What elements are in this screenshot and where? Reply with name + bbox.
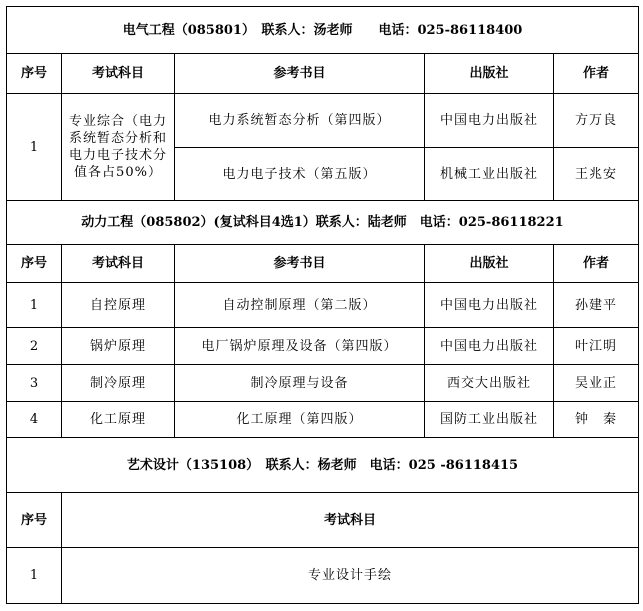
table-row [7,283,639,328]
cell-subject: 自控原理 [62,283,175,328]
table-row [7,328,639,365]
cell-subject: 锅炉原理 [62,328,175,365]
table-power-engineering [6,200,639,438]
header-subject: 考试科目 [62,54,175,94]
cell-no: 4 [7,402,62,438]
table-row [7,94,639,148]
section-title: 艺术设计（135108） 联系人：杨老师 电话：025 -86118415 [7,438,639,493]
cell-no: 2 [7,328,62,365]
cell-publisher: 中国电力出版社 [425,328,554,365]
cell-no: 1 [7,283,62,328]
cell-no: 1 [7,548,62,604]
header-author: 作者 [554,245,639,283]
cell-publisher: 国防工业出版社 [425,402,554,438]
header-no: 序号 [7,493,62,548]
table-electrical-engineering [6,6,639,201]
section-title-row [7,438,639,493]
cell-book: 电厂锅炉原理及设备（第四版） [175,328,425,365]
header-subject: 考试科目 [62,245,175,283]
header-book: 参考书目 [175,54,425,94]
cell-subject: 化工原理 [62,402,175,438]
section-title-row [7,201,639,245]
cell-author: 叶江明 [554,328,639,365]
header-no: 序号 [7,245,62,283]
table-row [7,548,639,604]
cell-subject: 制冷原理 [62,365,175,402]
cell-book: 电力电子技术（第五版） [175,148,425,201]
table-row [7,402,639,438]
cell-publisher: 西交大出版社 [425,365,554,402]
section-title-row [7,7,639,54]
cell-author: 方万良 [554,94,639,148]
cell-subject: 专业设计手绘 [62,548,639,604]
header-author: 作者 [554,54,639,94]
header-no: 序号 [7,54,62,94]
cell-publisher: 机械工业出版社 [425,148,554,201]
table-header-row [7,493,639,548]
cell-book: 自动控制原理（第二版） [175,283,425,328]
cell-publisher: 中国电力出版社 [425,283,554,328]
cell-book: 制冷原理与设备 [175,365,425,402]
cell-author: 吴业正 [554,365,639,402]
cell-publisher: 中国电力出版社 [425,94,554,148]
header-publisher: 出版社 [425,245,554,283]
table-header-row [7,54,639,94]
header-publisher: 出版社 [425,54,554,94]
cell-book: 化工原理（第四版） [175,402,425,438]
cell-no: 3 [7,365,62,402]
table-row [7,365,639,402]
table-header-row [7,245,639,283]
table-art-design [6,437,639,604]
section-title: 动力工程（085802）(复试科目4选1）联系人：陆老师 电话：025-86118221 [7,201,639,245]
cell-subject: 专业综合（电力系统暂态分析和电力电子技术分值各占50%） [62,94,175,201]
cell-book: 电力系统暂态分析（第四版） [175,94,425,148]
cell-no: 1 [7,94,62,201]
header-subject: 考试科目 [62,493,639,548]
cell-author: 王兆安 [554,148,639,201]
cell-author: 孙建平 [554,283,639,328]
section-title: 电气工程（085801） 联系人：汤老师 电话：025-86118400 [7,7,639,54]
cell-author: 钟 秦 [554,402,639,438]
header-book: 参考书目 [175,245,425,283]
